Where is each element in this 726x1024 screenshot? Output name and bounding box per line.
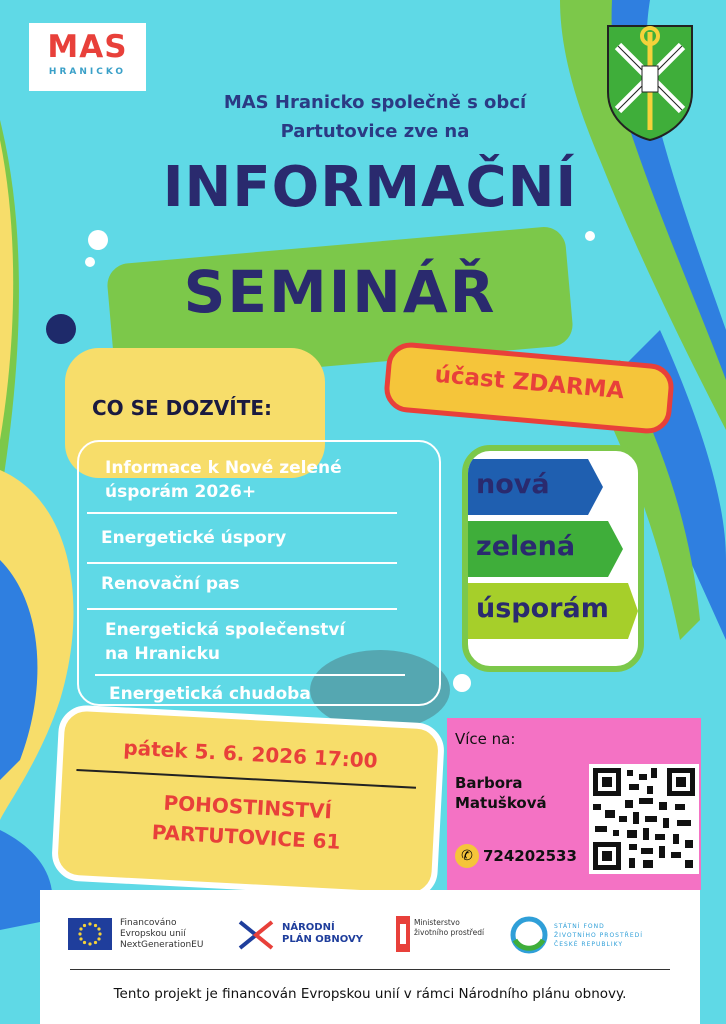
nova-zelena-usporam-logo (462, 445, 644, 672)
mas-logo (29, 23, 146, 91)
eu-line-1: Financováno (120, 918, 177, 928)
nzu-word-3: úsporám (476, 593, 609, 624)
sfzp-line-3: ČESKÉ REPUBLIKY (554, 941, 624, 948)
nzu-word-1: nová (476, 469, 550, 500)
intro-line-2: Partutovice zve na (280, 121, 470, 142)
mas-logo-region: HRANICKO (48, 67, 127, 77)
list-item: Energetické úspory (101, 528, 287, 548)
sfzp-line-1: STÁTNÍ FOND (554, 923, 605, 930)
mas-logo-word: MAS (47, 29, 128, 65)
eu-line-3: NextGenerationEU (120, 940, 204, 950)
sfzp-line-2: ŽIVOTNÍHO PROSTŘEDÍ (554, 932, 643, 939)
list-item: Renovační pas (101, 574, 240, 594)
list-item-line: úsporám 2026+ (105, 482, 257, 502)
event-venue (59, 782, 436, 861)
divider (95, 674, 405, 676)
more-info-label: Více na: (455, 730, 516, 748)
learn-heading: CO SE DOZVÍTE: (92, 396, 272, 420)
list-item: Energetická chudoba (109, 684, 311, 704)
list-item-line: Energetická společenství (105, 620, 346, 640)
eu-line-2: Evropskou unií (120, 929, 186, 939)
contact-name (455, 773, 547, 813)
mzp-line-1: Ministerstvo (414, 918, 460, 927)
free-entry-text: účast ZDARMA (433, 361, 626, 405)
npo-line-2: PLÁN OBNOVY (282, 934, 363, 945)
sfzp-logo-icon (510, 916, 548, 954)
contact-last-name: Matušková (455, 794, 547, 812)
topics-list (77, 440, 441, 706)
divider (87, 512, 397, 514)
npo-sponsor-text (282, 922, 363, 946)
title-line-2: SEMINÁŘ (183, 258, 497, 326)
mzp-sponsor-text (414, 918, 484, 938)
intro-text (150, 88, 600, 146)
venue-line-1: POHOSTINSTVÍ (162, 790, 333, 824)
eu-sponsor-text (120, 918, 203, 951)
list-item (105, 456, 342, 504)
sfzp-sponsor-text (554, 922, 643, 949)
qr-code-icon[interactable] (589, 764, 699, 874)
intro-line-1: MAS Hranicko společně s obcí (223, 92, 527, 113)
footer-divider (70, 969, 670, 970)
nzu-word-2: zelená (476, 531, 576, 562)
contact-first-name: Barbora (455, 774, 523, 792)
title-line-1: INFORMAČNÍ (162, 155, 578, 220)
npo-line-1: NÁRODNÍ (282, 922, 335, 933)
coat-of-arms-icon (604, 22, 696, 142)
mzp-logo-icon (396, 916, 410, 952)
phone-number[interactable]: 724202533 (483, 847, 577, 865)
eu-flag-icon (68, 918, 112, 950)
divider (87, 608, 397, 610)
event-card (51, 704, 446, 900)
footer (40, 890, 700, 1024)
list-item (105, 618, 345, 666)
phone-icon: ✆ (455, 844, 479, 868)
contact-box (447, 718, 701, 890)
list-item-line: Informace k Nové zelené (105, 458, 342, 478)
list-item-line: na Hranicku (105, 644, 220, 664)
npo-logo-icon (236, 918, 276, 952)
footer-text: Tento projekt je financován Evropskou unií v rámci Národního plánu obnovy. (113, 986, 627, 1002)
divider (87, 562, 397, 564)
mzp-line-2: životního prostředí (414, 928, 485, 937)
venue-line-2: PARTUTOVICE 61 (151, 820, 342, 854)
event-date: pátek 5. 6. 2026 17:00 (122, 735, 379, 773)
